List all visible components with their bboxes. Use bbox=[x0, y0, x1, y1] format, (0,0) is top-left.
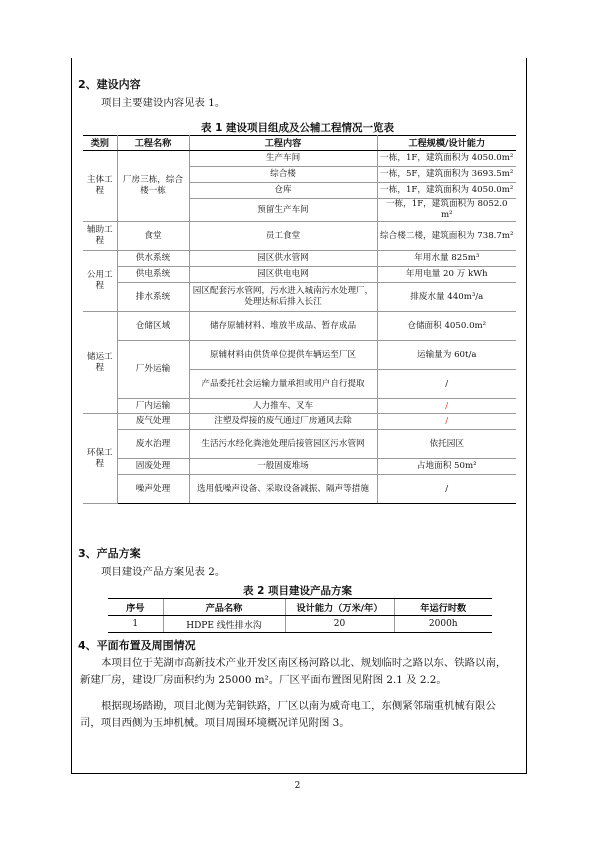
category-cell: 环保工程 bbox=[83, 414, 117, 504]
scale-cell: / bbox=[377, 370, 516, 399]
content-cell: 产品委托社会运输力量承担或用户自行提取 bbox=[189, 370, 377, 399]
table-row bbox=[83, 267, 516, 283]
project-name-cell: 厂外运输 bbox=[117, 341, 189, 399]
project-name-cell: 固废处理 bbox=[117, 459, 189, 475]
content-cell: 注塑及焊接的废气通过厂房通风去除 bbox=[189, 414, 377, 430]
capacity-cell: 20 bbox=[285, 616, 394, 633]
table-header-row bbox=[83, 136, 516, 151]
page-number: 2 bbox=[294, 781, 301, 791]
construction-intro: 项目主要建设内容见表 1。 bbox=[101, 97, 226, 109]
product-table bbox=[108, 598, 492, 633]
table-header-row bbox=[108, 599, 492, 616]
table-row bbox=[83, 414, 516, 430]
scale-cell: 依托园区 bbox=[377, 430, 516, 459]
content-cell: 园区供水管网 bbox=[189, 251, 377, 267]
column-header: 序号 bbox=[108, 599, 163, 616]
scale-cell: 综合楼二楼，建筑面积为 738.7m² bbox=[377, 222, 516, 251]
project-name-cell: 厂内运输 bbox=[117, 399, 189, 414]
annual-hours-cell: 2000h bbox=[394, 616, 492, 633]
project-name-cell: 废水治理 bbox=[117, 430, 189, 459]
content-cell: 综合楼 bbox=[189, 167, 377, 183]
category-cell: 公用工程 bbox=[83, 251, 117, 312]
content-cell: 预留生产车间 bbox=[189, 199, 377, 222]
project-name-cell: 供电系统 bbox=[117, 267, 189, 283]
scale-cell: 一栋，1F，建筑面积为 4050.0m² bbox=[377, 183, 516, 199]
scale-cell: 占地面积 50m² bbox=[377, 459, 516, 475]
content-cell: 原辅材料由供货单位提供车辆运至厂区 bbox=[189, 341, 377, 370]
surroundings-paragraph: 根据现场踏勘，项目北侧为芜铜铁路，厂区以南为威奇电工，东侧紧邻瑞重机械有限公司，项目西侧为玉坤机械。项目周围环境概况详见附图 3。 bbox=[80, 700, 496, 729]
table-row bbox=[83, 312, 516, 341]
table-row bbox=[83, 475, 516, 504]
scale-cell: 一栋，1F，建筑面积为 8052.0 m² bbox=[377, 199, 516, 222]
content-cell: 选用低噪声设备、采取设备减振、隔声等措施 bbox=[189, 475, 377, 504]
scale-cell: / bbox=[377, 399, 516, 414]
table-row bbox=[83, 283, 516, 312]
project-name-cell: 废气处理 bbox=[117, 414, 189, 430]
scale-cell: 年用水量 825m³ bbox=[377, 251, 516, 267]
content-cell: 仓库 bbox=[189, 183, 377, 199]
column-header: 类别 bbox=[83, 136, 117, 151]
scale-cell: / bbox=[377, 475, 516, 504]
column-header: 年运行时数 bbox=[394, 599, 492, 616]
scale-cell: 一栋，5F，建筑面积为 3693.5m² bbox=[377, 167, 516, 183]
table-row bbox=[83, 430, 516, 459]
scale-cell: / bbox=[377, 414, 516, 430]
column-header: 工程名称 bbox=[117, 136, 189, 151]
section-heading-layout: 4、平面布置及周围情况 bbox=[78, 639, 196, 652]
scale-cell: 一栋，1F，建筑面积为 4050.0m² bbox=[377, 151, 516, 167]
table-row bbox=[83, 222, 516, 251]
scale-cell: 仓储面积 4050.0m² bbox=[377, 312, 516, 341]
table-row bbox=[83, 151, 516, 167]
product-name-cell: HDPE 线性排水沟 bbox=[163, 616, 285, 633]
column-header: 产品名称 bbox=[163, 599, 285, 616]
layout-paragraph: 本项目位于芜湖市高新技术产业开发区南区杨河路以北、规划临时之路以东、铁路以南，新建厂房，建设厂房面积约为 25000 m²。厂区平面布置图见附图 2.1 及 2.2。 bbox=[80, 657, 507, 686]
construction-table bbox=[83, 135, 516, 504]
project-name-cell: 仓储区域 bbox=[117, 312, 189, 341]
table-row bbox=[108, 616, 492, 633]
category-cell: 主体工程 bbox=[83, 151, 117, 222]
content-cell: 生活污水经化粪池处理后接管园区污水管网 bbox=[189, 430, 377, 459]
products-intro: 项目建设产品方案见表 2。 bbox=[101, 566, 226, 578]
content-cell: 园区配套污水管网，污水进入城南污水处理厂，处理达标后排入长江 bbox=[189, 283, 377, 312]
project-name-cell: 噪声处理 bbox=[117, 475, 189, 504]
table2-caption: 表 2 项目建设产品方案 bbox=[242, 585, 353, 597]
content-cell: 一般固废堆场 bbox=[189, 459, 377, 475]
table-row bbox=[83, 459, 516, 475]
project-name-cell: 厂房三栋，综合楼一栋 bbox=[117, 151, 189, 222]
content-cell: 员工食堂 bbox=[189, 222, 377, 251]
section-heading-products: 3、产品方案 bbox=[78, 547, 141, 560]
content-cell: 园区供电电网 bbox=[189, 267, 377, 283]
table-row bbox=[83, 399, 516, 414]
project-name-cell: 食堂 bbox=[117, 222, 189, 251]
table1-caption: 表 1 建设项目组成及公辅工程情况一览表 bbox=[200, 122, 395, 134]
column-header: 设计能力（万米/年） bbox=[285, 599, 394, 616]
scale-cell: 年用电量 20 万 kWh bbox=[377, 267, 516, 283]
content-cell: 人力推车、叉车 bbox=[189, 399, 377, 414]
table-row bbox=[83, 341, 516, 370]
column-header: 工程规模/设计能力 bbox=[377, 136, 516, 151]
project-name-cell: 排水系统 bbox=[117, 283, 189, 312]
scale-cell: 排废水量 440m³/a bbox=[377, 283, 516, 312]
section-heading-construction: 2、建设内容 bbox=[78, 78, 141, 91]
column-header: 工程内容 bbox=[189, 136, 377, 151]
content-cell: 储存原辅材料、堆放半成品、暂存成品 bbox=[189, 312, 377, 341]
serial-cell: 1 bbox=[108, 616, 163, 633]
category-cell: 储运工程 bbox=[83, 312, 117, 414]
table-row bbox=[83, 251, 516, 267]
content-cell: 生产车间 bbox=[189, 151, 377, 167]
project-name-cell: 供水系统 bbox=[117, 251, 189, 267]
category-cell: 辅助工程 bbox=[83, 222, 117, 251]
scale-cell: 运输量为 60t/a bbox=[377, 341, 516, 370]
